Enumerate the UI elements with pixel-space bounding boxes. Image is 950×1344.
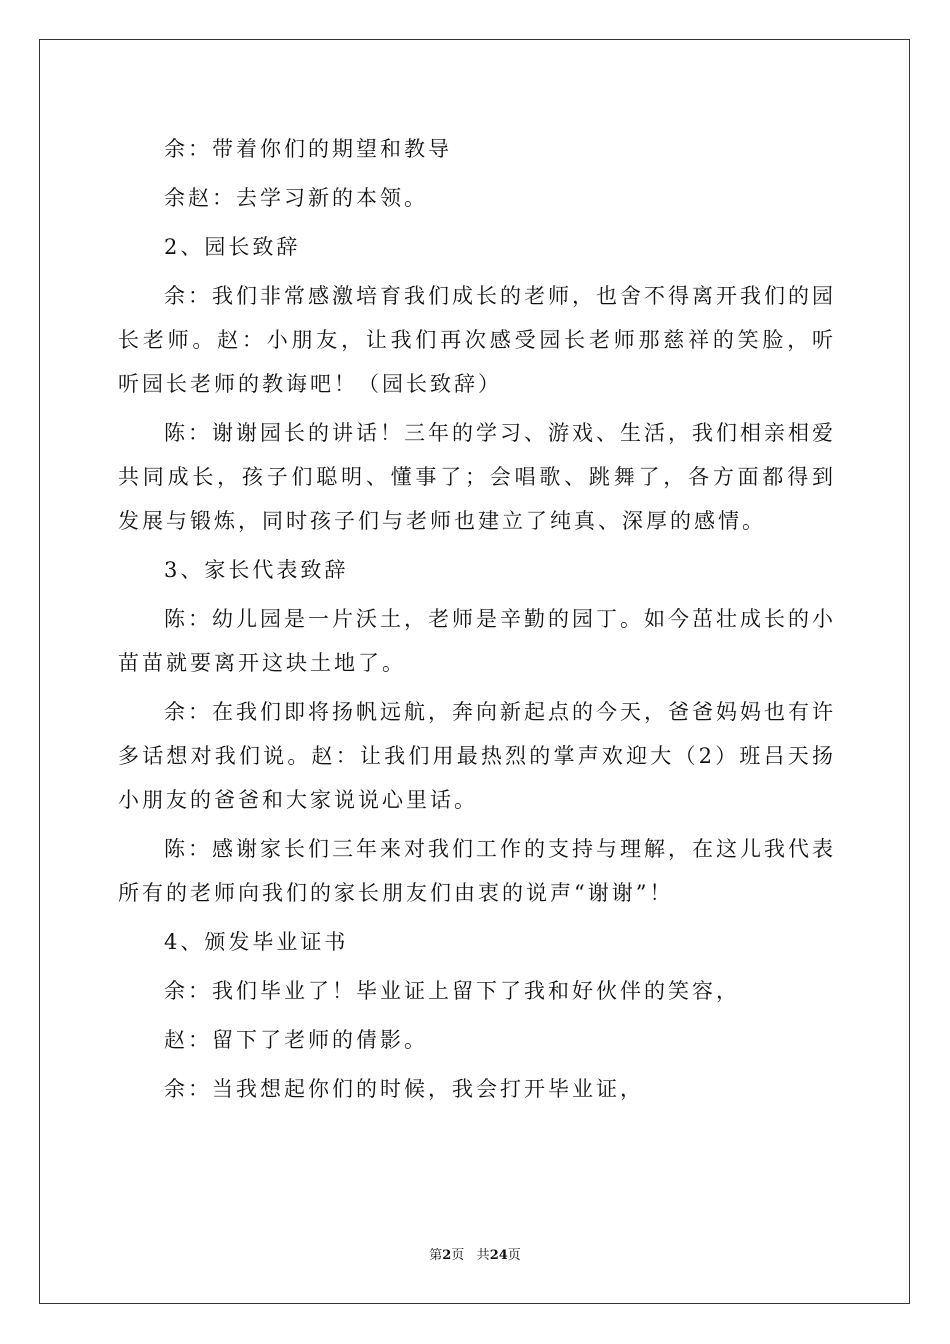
footer-prefix: 第 xyxy=(429,1248,443,1263)
footer-total-suffix: 页 xyxy=(507,1248,521,1263)
paragraph: 余：带着你们的期望和教导 xyxy=(164,137,452,161)
section-heading: 4、颁发毕业证书 xyxy=(164,930,349,954)
current-page-number: 2 xyxy=(442,1248,452,1263)
section-heading: 3、家长代表致辞 xyxy=(164,558,349,582)
footer-page-suffix: 页 xyxy=(451,1248,465,1263)
section-heading: 2、园长致辞 xyxy=(164,235,301,259)
document-body xyxy=(118,127,836,1111)
paragraph: 陈：谢谢园长的讲话！三年的学习、游戏、生活，我们相亲相爱共同成长，孩子们聪明、懂事了；会唱歌、跳舞了，各方面都得到发展与锻炼，同时孩子们与老师也建立了纯真、深厚的感情。 xyxy=(118,421,836,533)
footer-total-prefix: 共 xyxy=(476,1248,490,1263)
total-page-count: 24 xyxy=(489,1248,508,1263)
paragraph: 陈：感谢家长们三年来对我们工作的支持与理解，在这儿我代表所有的老师向我们的家长朋友们由衷的说声“谢谢”！ xyxy=(118,837,836,905)
paragraph: 余：当我想起你们的时候，我会打开毕业证， xyxy=(164,1077,644,1101)
paragraph: 余赵：去学习新的本领。 xyxy=(164,186,428,210)
paragraph: 余：我们非常感激培育我们成长的老师，也舍不得离开我们的园长老师。赵：小朋友，让我们再次感受园长老师那慈祥的笑脸，听听园长老师的教诲吧！（园长致辞） xyxy=(118,284,836,396)
paragraph: 余：在我们即将扬帆远航，奔向新起点的今天，爸爸妈妈也有许多话想对我们说。赵：让我们用最热烈的掌声欢迎大（2）班吕天扬小朋友的爸爸和大家说说心里话。 xyxy=(118,700,836,812)
paragraph: 陈：幼儿园是一片沃土，老师是辛勤的园丁。如今茁壮成长的小苗苗就要离开这块土地了。 xyxy=(118,607,836,675)
paragraph: 赵：留下了老师的倩影。 xyxy=(164,1028,428,1052)
paragraph: 余：我们毕业了！毕业证上留下了我和好伙伴的笑容， xyxy=(164,979,740,1003)
page-footer xyxy=(0,1247,950,1265)
